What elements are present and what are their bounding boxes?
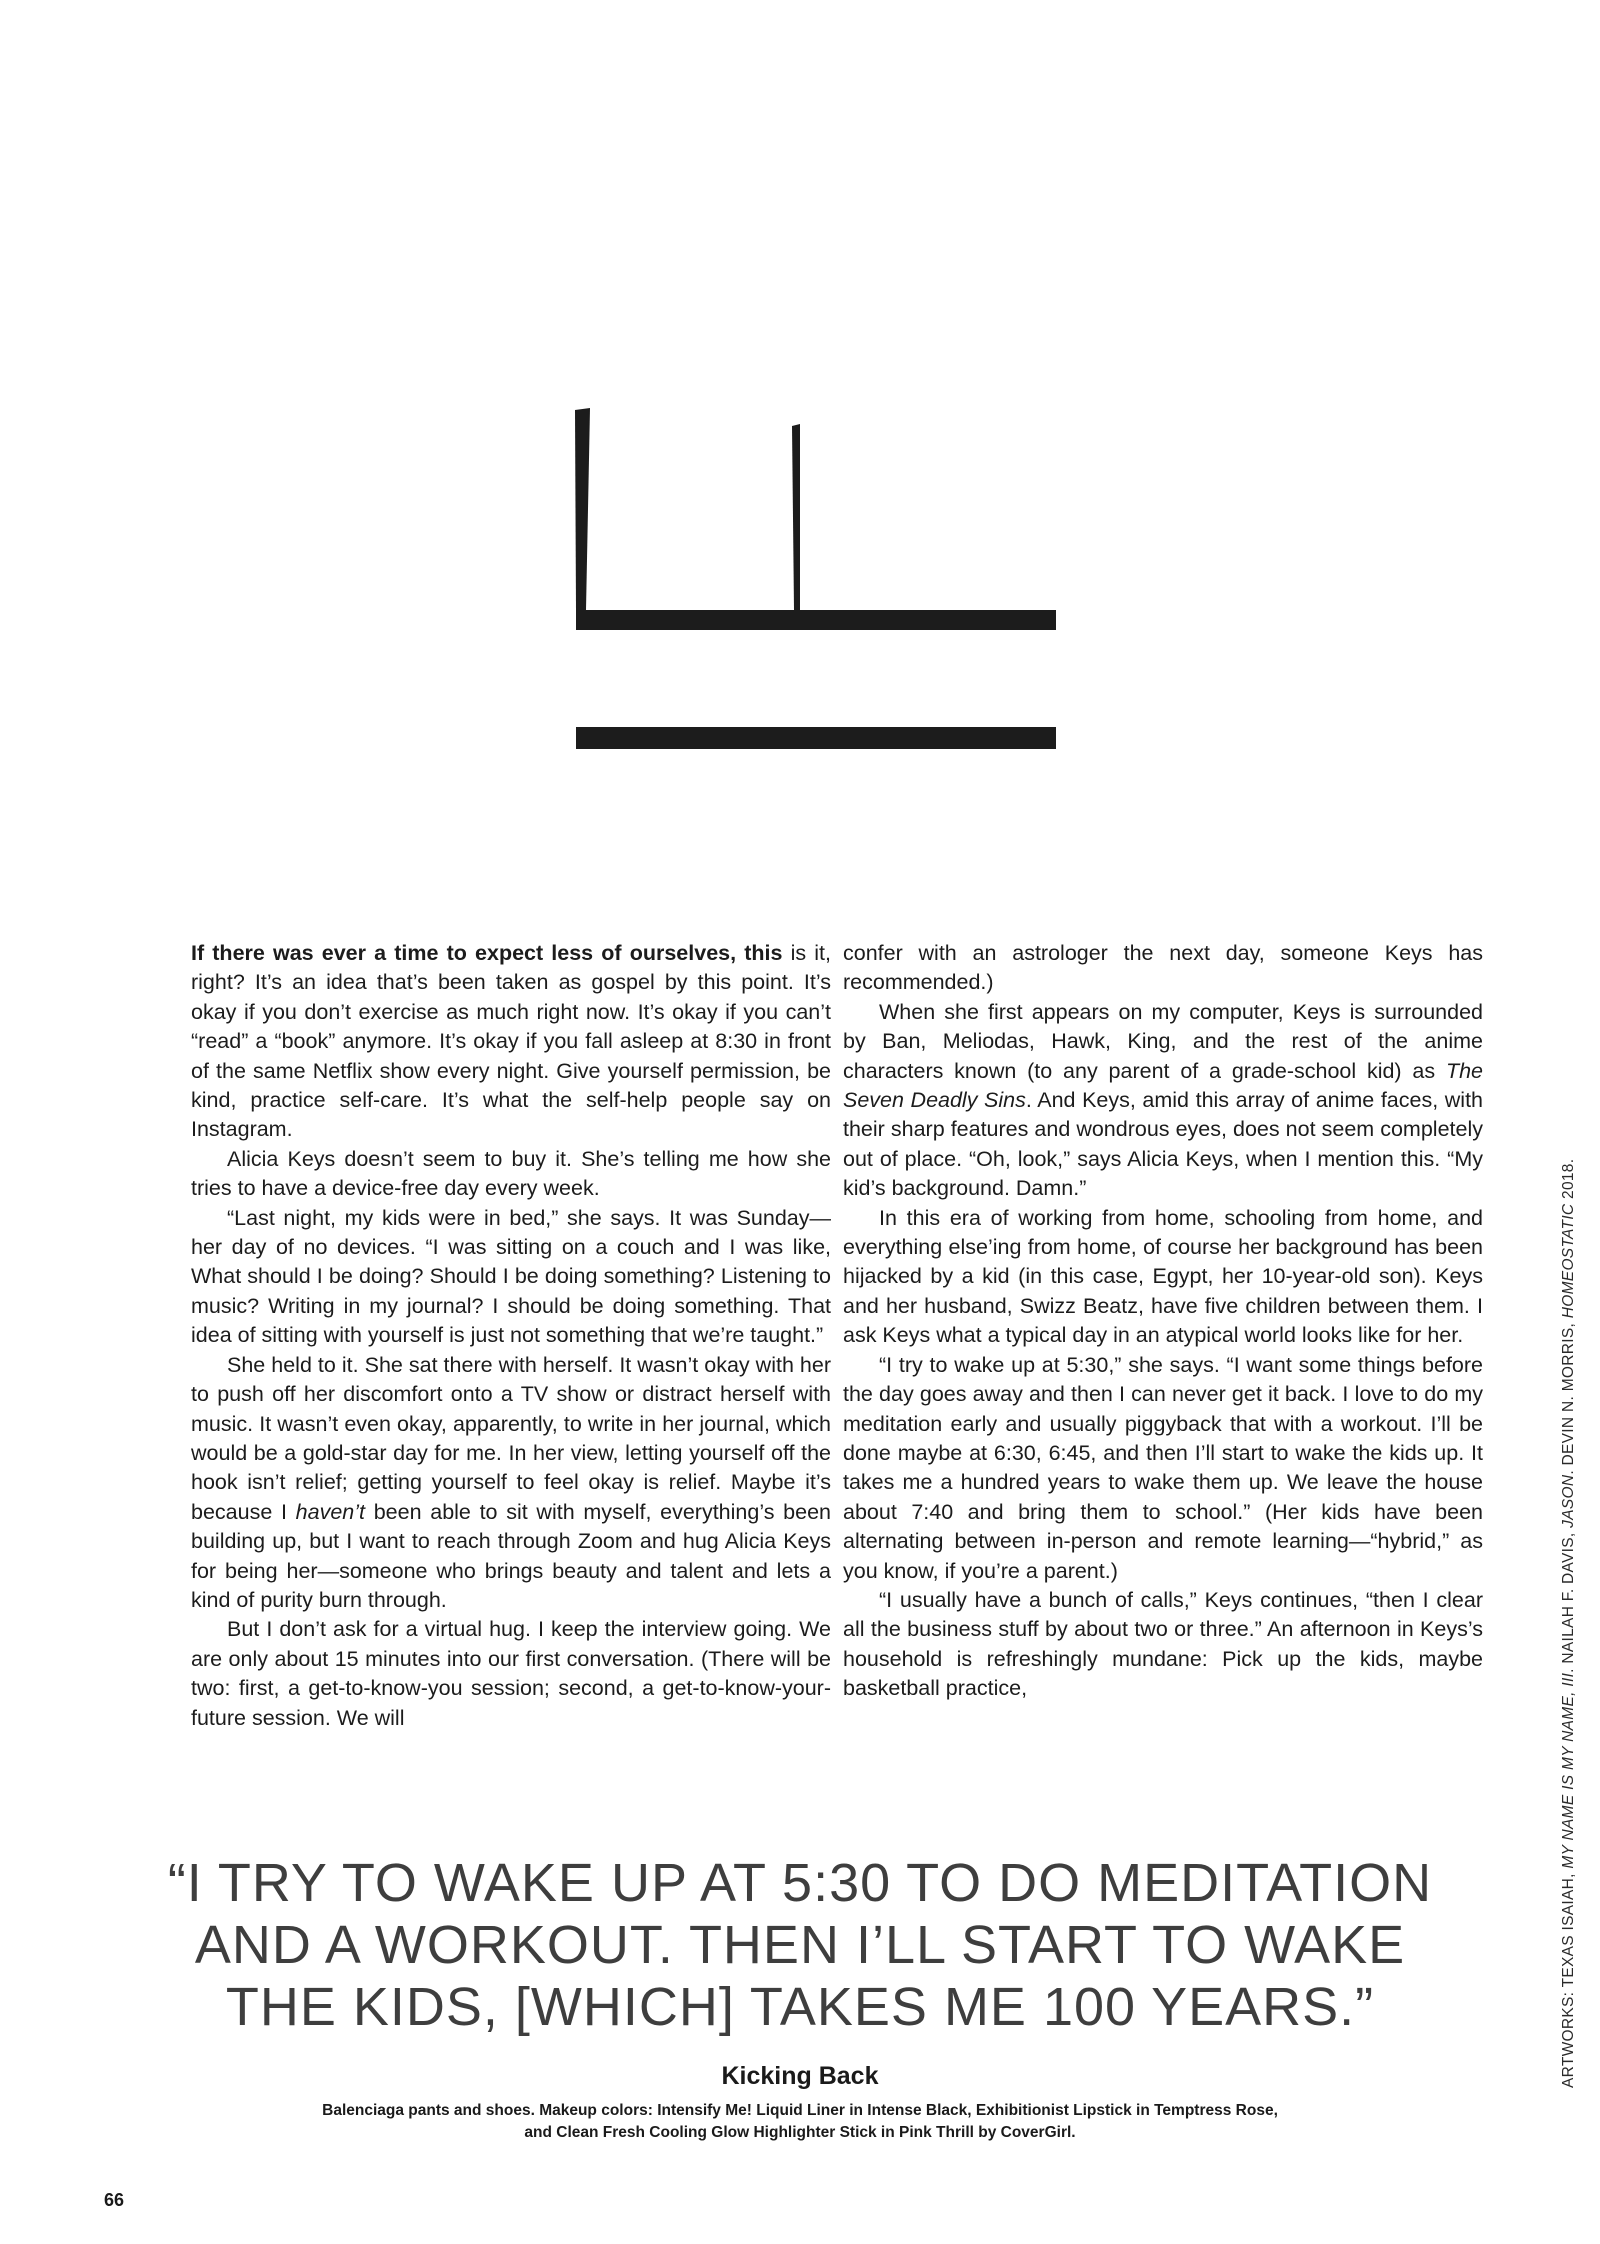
paragraph	[191, 939, 831, 1145]
paragraph: confer with an astrologer the next day, someone Keys has recommended.)	[843, 941, 1483, 995]
credit-text: . DEVIN N. MORRIS,	[1560, 1318, 1577, 1475]
caption-line: Balenciaga pants and shoes. Makeup colors: Intensify Me! Liquid Liner in Intense Black, Exhibitionist Lipstick in Temptress Rose,	[322, 2102, 1278, 2119]
paragraph: “I usually have a bunch of calls,” Keys continues, “then I clear all the business stuff by about two or three.” An afternoon in Keys’s household is refreshingly mundane: Pick up the kids, maybe basketball practice,	[843, 1587, 1483, 1701]
artwork-credit	[1559, 1159, 1579, 2088]
paragraph: “Last night, my kids were in bed,” she says. It was Sunday—her day of no devices. “I was sitting on a couch and I was like, What should I be doing? Should I be doing something? Listening to music? Writing in my journal? I should be doing something. That idea of sitting with yourself is just not something that we’re taught.”	[191, 1205, 831, 1348]
paragraph-text: is it, right? It’s an idea that’s been taken as gospel by this point. It’s okay if you don’t exercise as much right now. It’s okay if you can’t “read” a “book” anymore. It’s okay if you fall asleep at 8:30 in front of the same Netflix show every night. Give yourself permission, be kind, practice self-care. It’s what the self-help people say on Instagram.	[191, 941, 831, 1142]
display-initial-glyph	[560, 400, 1080, 780]
credit-text: . NAILAH F. DAVIS,	[1560, 1527, 1577, 1673]
paragraph	[191, 1351, 831, 1616]
article-column-left	[191, 939, 831, 1733]
emphasis: The Seven Deadly Sins	[843, 1058, 1483, 1113]
credit-text: ARTWORKS: TEXAS ISAIAH,	[1560, 1868, 1577, 2088]
paragraph: Alicia Keys doesn’t seem to buy it. She’s telling me how she tries to have a device-free day every week.	[191, 1146, 831, 1201]
pull-quote-line: THE KIDS, [WHICH] TAKES ME 100 YEARS.”	[225, 1977, 1375, 2037]
paragraph-text: . And Keys, amid this array of anime faces, with their sharp features and wondrous eyes, does not seem completely out of place. “Oh, look,” says Alicia Keys, when I mention this. “My kid’s background. Damn.”	[843, 1088, 1483, 1201]
paragraph: “I try to wake up at 5:30,” she says. “I want some things before the day goes away and then I can never get it back. I love to do my meditation early and usually piggyback that with a workout. I’ll be done maybe at 6:30, 6:45, and then I’ll start to wake the kids up. It takes me a hundred years to wake them up. We leave the house about 7:40 and bring them to school.” (Her kids have been alternating between in-person and remote learning—“hybrid,” as you know, if you’re a parent.)	[843, 1352, 1483, 1583]
paragraph: In this era of working from home, schooling from home, and everything else’ing from home, of course her background has been hijacked by a kid (in this case, Egypt, her 10-year-old son). Keys and her husband, Swizz Beatz, have five children between them. I ask Keys what a typical day in an atypical world looks like for her.	[843, 1205, 1483, 1348]
pull-quote	[150, 1852, 1450, 2038]
caption-text	[270, 2100, 1330, 2144]
lede: If there was ever a time to expect less of ourselves, this	[191, 941, 783, 965]
credit-title: HOMEOSTATIC	[1560, 1203, 1577, 1319]
paragraph	[843, 998, 1483, 1204]
caption-line: and Clean Fresh Cooling Glow Highlighter Stick in Pink Thrill by CoverGirl.	[524, 2124, 1076, 2141]
paragraph-text: When she first appears on my computer, Keys is surrounded by Ban, Meliodas, Hawk, King, and the rest of the anime characters known (to any parent of a grade-school kid) as	[843, 999, 1483, 1083]
caption-title: Kicking Back	[721, 2062, 879, 2090]
article-column-right	[843, 939, 1483, 1704]
pull-quote-line: AND A WORKOUT. THEN I’LL START TO WAKE	[194, 1915, 1406, 1975]
credit-title: MY NAME IS MY NAME, III	[1560, 1672, 1577, 1869]
emphasis: haven’t	[295, 1499, 366, 1524]
paragraph-text: been able to sit with myself, everything’s been building up, but I want to reach through Zoom and hug Alicia Keys for being her—someone who brings beauty and talent and lets a kind of purity burn through.	[191, 1499, 831, 1612]
paragraph-text: She held to it. She sat there with herself. It wasn’t okay with her to push off her discomfort onto a TV show or distract herself with music. It wasn’t even okay, apparently, to write in her journal, which would be a gold-star day for me. In her view, letting yourself off the hook isn’t relief; getting yourself to feel okay is relief. Maybe it’s because I	[191, 1352, 831, 1524]
credit-title: JASON	[1560, 1474, 1577, 1528]
pull-quote-line: “I TRY TO WAKE UP AT 5:30 TO DO MEDITATION	[167, 1853, 1433, 1913]
paragraph: But I don’t ask for a virtual hug. I keep the interview going. We are only about 15 minutes into our first conversation. (There will be two: first, a get-to-know-you session; second, a get-to-know-your-future session. We will	[191, 1617, 831, 1730]
page-number: 66	[104, 2190, 125, 2210]
credit-text: 2018.	[1560, 1158, 1577, 1204]
